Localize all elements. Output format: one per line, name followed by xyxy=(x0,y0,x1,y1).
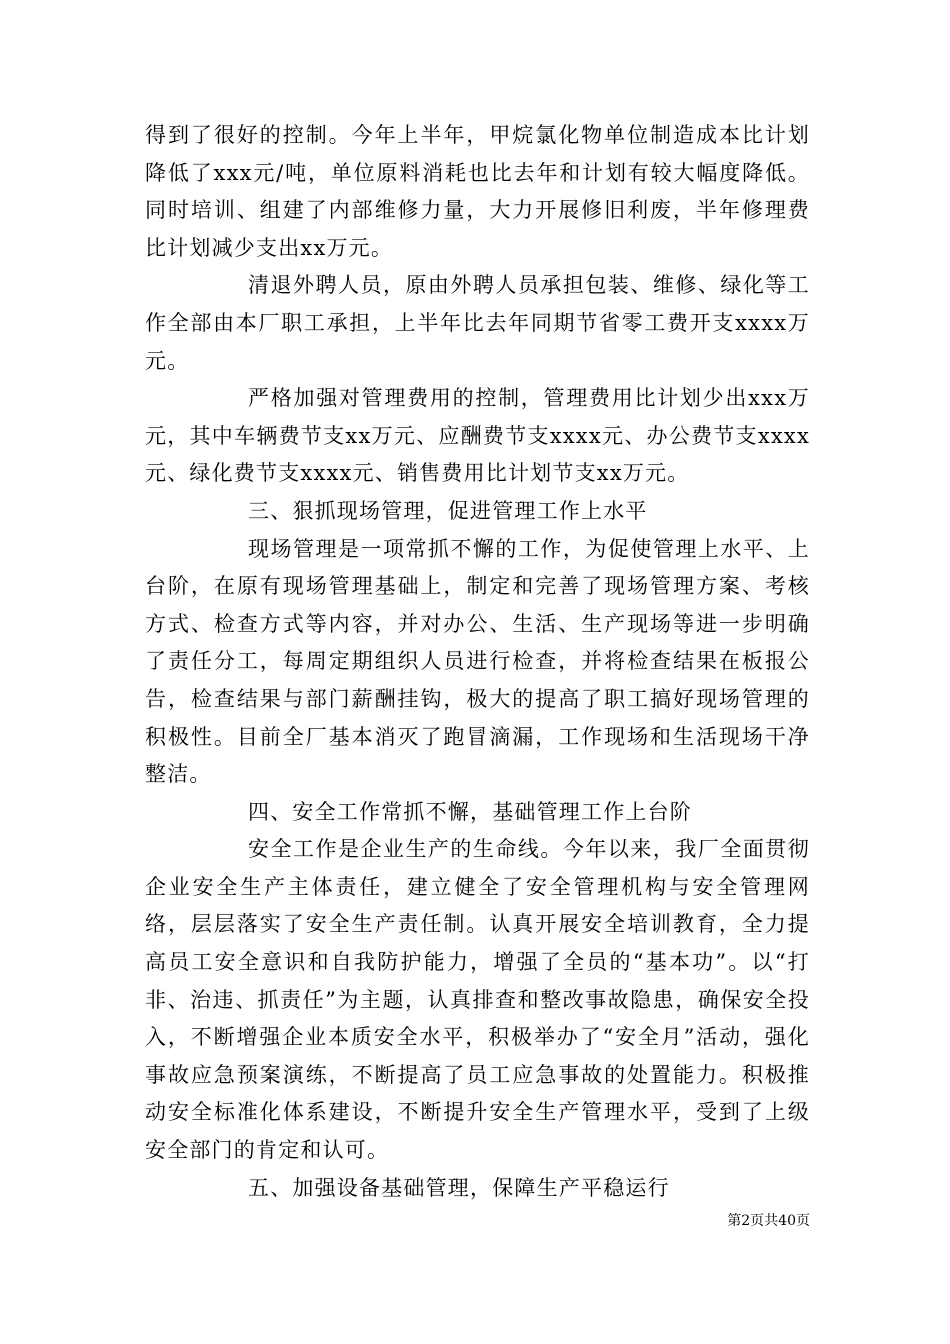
paragraph-site-management: 现场管理是一项常抓不懈的工作，为促使管理上水平、上台阶，在原有现场管理基础上，制定和完善了现场管理方案、考核方式、检查方式等内容，并对办公、生活、生产现场等进一步明确了责任分工，每周定期组织人员进行检查，并将检查结果在板报公告，检查结果与部门薪酬挂钩，极大的提高了职工搞好现场管理的积极性。目前全厂基本消灭了跑冒滴漏，工作现场和生活现场干净整洁。 xyxy=(145,536,810,787)
section-heading-5: 五、加强设备基础管理，保障生产平稳运行 xyxy=(248,1175,670,1200)
page-number-footer: 第2页共40页 xyxy=(727,1213,810,1229)
paragraph-external-staff: 清退外聘人员，原由外聘人员承担包装、维修、绿化等工作全部由本厂职工承担，上半年比去年同期节省零工费开支xxxx万元。 xyxy=(145,273,810,373)
section-heading-3: 三、狠抓现场管理，促进管理工作上水平 xyxy=(248,498,648,523)
document-body xyxy=(145,117,810,1207)
paragraph-safety-work: 安全工作是企业生产的生命线。今年以来，我厂全面贯彻企业安全生产主体责任，建立健全了安全管理机构与安全管理网络，层层落实了安全生产责任制。认真开展安全培训教育，全力提高员工安全意识和自我防护能力，增强了全员的“基本功”。以“打非、治违、抓责任”为主题，认真排查和整改事故隐患，确保安全投入，不断增强企业本质安全水平，积极举办了“安全月”活动，强化事故应急预案演练，不断提高了员工应急事故的处置能力。积极推动安全标准化体系建设，不断提升安全生产管理水平，受到了上级安全部门的肯定和认可。 xyxy=(145,837,810,1163)
paragraph-cost-control: 得到了很好的控制。今年上半年，甲烷氯化物单位制造成本比计划降低了xxx元/吨，单位原料消耗也比去年和计划有较大幅度降低。同时培训、组建了内部维修力量，大力开展修旧利废，半年修理费比计划减少支出xx万元。 xyxy=(145,123,810,260)
section-heading-4: 四、安全工作常抓不懈，基础管理工作上台阶 xyxy=(248,799,692,824)
paragraph-management-expenses: 严格加强对管理费用的控制，管理费用比计划少出xxx万元，其中车辆费节支xx万元、应酬费节支xxxx元、办公费节支xxxx元、绿化费节支xxxx元、销售费用比计划节支xx万元。 xyxy=(145,386,810,486)
